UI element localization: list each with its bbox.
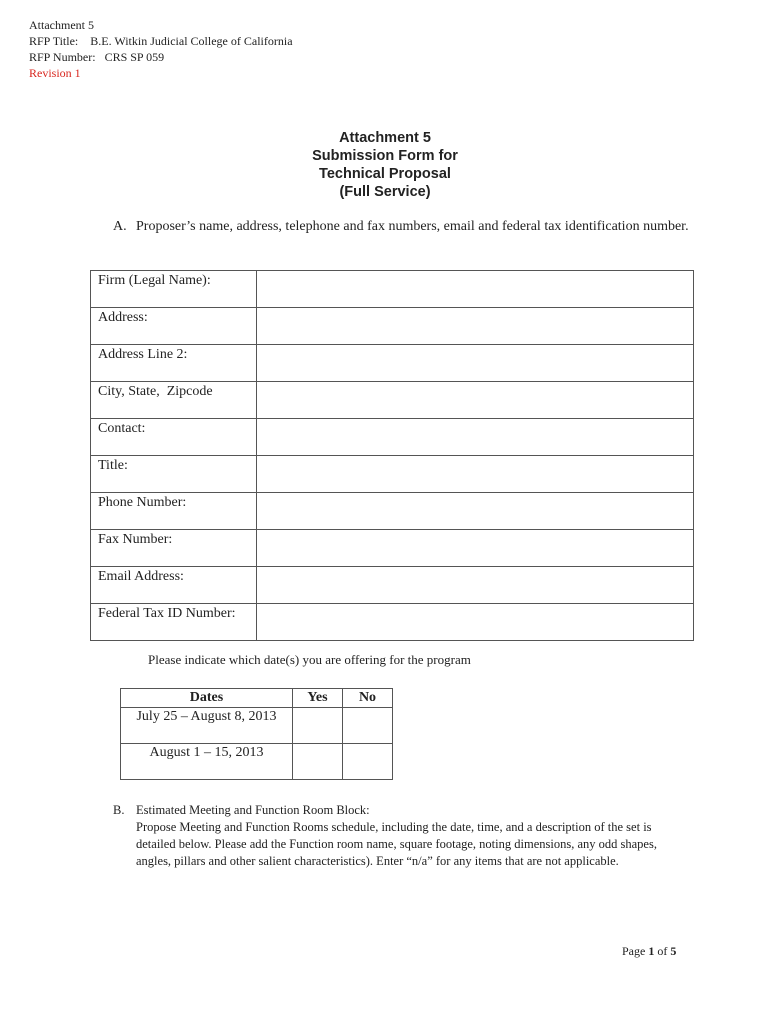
table-row bbox=[91, 530, 694, 567]
yes-cell[interactable] bbox=[293, 744, 343, 780]
section-a-text: Proposer’s name, address, telephone and fax numbers, email and federal tax identification number. bbox=[136, 219, 689, 234]
firm-name-field[interactable] bbox=[257, 271, 694, 308]
title-line-2: Submission Form for bbox=[312, 148, 458, 164]
tax-id-field[interactable] bbox=[257, 604, 694, 641]
field-label: Federal Tax ID Number: bbox=[91, 604, 257, 641]
table-row bbox=[91, 419, 694, 456]
document-header bbox=[29, 17, 293, 81]
table-row bbox=[121, 708, 393, 744]
city-state-zip-field[interactable] bbox=[257, 382, 694, 419]
table-row bbox=[121, 744, 393, 780]
dates-note: Please indicate which date(s) you are offering for the program bbox=[148, 652, 471, 667]
title-line-4: (Full Service) bbox=[339, 184, 431, 200]
address-line-2-field[interactable] bbox=[257, 345, 694, 382]
page-total: 5 bbox=[670, 944, 677, 958]
table-row bbox=[91, 345, 694, 382]
dates-column-header: Dates bbox=[121, 689, 293, 708]
no-column-header: No bbox=[343, 689, 393, 708]
address-field[interactable] bbox=[257, 308, 694, 345]
field-label: Address: bbox=[91, 308, 257, 345]
header-rfp-number: RFP Number: CRS SP 059 bbox=[29, 50, 165, 64]
no-cell[interactable] bbox=[343, 744, 393, 780]
email-field[interactable] bbox=[257, 567, 694, 604]
field-label: Phone Number: bbox=[91, 493, 257, 530]
yes-column-header: Yes bbox=[293, 689, 343, 708]
header-revision: Revision 1 bbox=[29, 66, 81, 80]
section-b-text: Propose Meeting and Function Rooms schedule, including the date, time, and a description of the set is detailed below. Please add the Function room name, square footage, noting dimensions, any odd shapes, angles, pillars and other salient characteristics). Enter “n/a” for any items that are not applicable. bbox=[136, 820, 657, 868]
title-field[interactable] bbox=[257, 456, 694, 493]
table-row bbox=[91, 493, 694, 530]
title-line-3: Technical Proposal bbox=[319, 166, 451, 182]
header-rfp-title: RFP Title: B.E. Witkin Judicial College of California bbox=[29, 34, 293, 48]
section-b-label: B. bbox=[113, 803, 125, 817]
field-label: Contact: bbox=[91, 419, 257, 456]
header-attachment: Attachment 5 bbox=[29, 18, 94, 32]
phone-field[interactable] bbox=[257, 493, 694, 530]
field-label: Fax Number: bbox=[91, 530, 257, 567]
table-row bbox=[91, 567, 694, 604]
field-label: Title: bbox=[91, 456, 257, 493]
page-title bbox=[0, 129, 770, 201]
table-header-row bbox=[121, 689, 393, 708]
contact-field[interactable] bbox=[257, 419, 694, 456]
section-a bbox=[113, 218, 693, 236]
fax-field[interactable] bbox=[257, 530, 694, 567]
table-row bbox=[91, 604, 694, 641]
table-row bbox=[91, 456, 694, 493]
table-row bbox=[91, 382, 694, 419]
page-footer bbox=[622, 944, 676, 959]
dates-table bbox=[120, 688, 393, 780]
field-label: Email Address: bbox=[91, 567, 257, 604]
table-row bbox=[91, 271, 694, 308]
date-option: August 1 – 15, 2013 bbox=[121, 744, 293, 780]
yes-cell[interactable] bbox=[293, 708, 343, 744]
section-a-label: A. bbox=[113, 219, 127, 234]
page-number: 1 bbox=[648, 944, 655, 958]
section-b bbox=[113, 802, 693, 870]
title-line-1: Attachment 5 bbox=[339, 130, 431, 146]
field-label: Address Line 2: bbox=[91, 345, 257, 382]
field-label: City, State, Zipcode bbox=[91, 382, 257, 419]
field-label: Firm (Legal Name): bbox=[91, 271, 257, 308]
proposer-info-table bbox=[90, 270, 694, 641]
no-cell[interactable] bbox=[343, 708, 393, 744]
table-row bbox=[91, 308, 694, 345]
page-word: Page bbox=[622, 944, 646, 958]
date-option: July 25 – August 8, 2013 bbox=[121, 708, 293, 744]
of-word: of bbox=[657, 944, 668, 958]
section-b-heading: Estimated Meeting and Function Room Block: bbox=[136, 803, 370, 817]
